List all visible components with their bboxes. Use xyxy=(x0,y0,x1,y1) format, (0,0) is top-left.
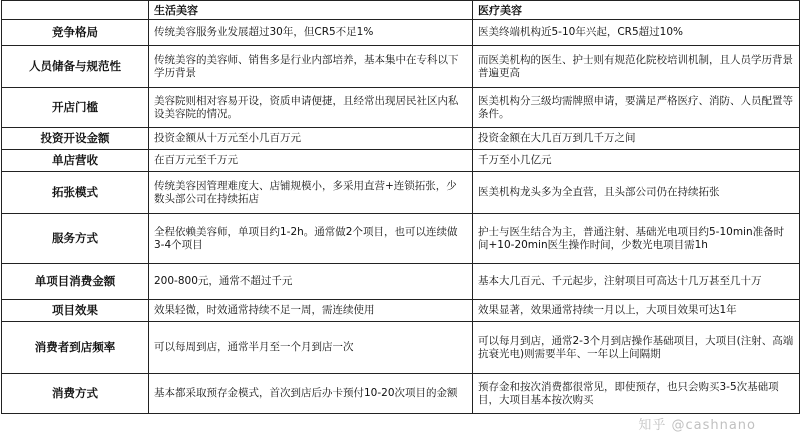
life-cell: 美容院则相对容易开设，资质申请便捷，且经常出现居民社区内私设美容院的情况。 xyxy=(149,88,473,128)
row-label: 服务方式 xyxy=(2,214,149,264)
table-row xyxy=(2,374,800,414)
life-cell: 200-800元，通常不超过千元 xyxy=(149,264,473,300)
table-row xyxy=(2,150,800,172)
life-cell: 可以每周到店，通常半月至一个月到店一次 xyxy=(149,322,473,374)
medical-cell: 投资金额在大几百万到几千万之间 xyxy=(473,128,800,150)
row-label: 项目效果 xyxy=(2,300,149,322)
table-row xyxy=(2,322,800,374)
header-medical-beauty: 医疗美容 xyxy=(473,1,800,20)
watermark: 知乎 @cashnano xyxy=(638,418,756,433)
medical-cell: 医美终端机构近5-10年兴起，CR5超过10% xyxy=(473,20,800,46)
table-row xyxy=(2,128,800,150)
row-label: 单店营收 xyxy=(2,150,149,172)
life-cell: 效果轻微，时效通常持续不足一周，需连续使用 xyxy=(149,300,473,322)
medical-cell: 基本大几百元、千元起步，注射项目可高达十几万甚至几十万 xyxy=(473,264,800,300)
table-row xyxy=(2,300,800,322)
life-cell: 传统美容的美容师、销售多是行业内部培养，基本集中在专科以下学历背景 xyxy=(149,46,473,88)
life-cell: 传统美容因管理难度大、店铺规模小，多采用直营+连锁拓张，少数头部公司在持续拓店 xyxy=(149,172,473,214)
header-empty-cell xyxy=(2,1,149,20)
life-cell: 传统美容服务业发展超过30年，但CR5不足1% xyxy=(149,20,473,46)
medical-cell: 预存金和按次消费都很常见，即使预存，也只会购买3-5次基础项目，大项目基本按次购买 xyxy=(473,374,800,414)
row-label: 单项目消费金额 xyxy=(2,264,149,300)
row-label: 消费方式 xyxy=(2,374,149,414)
row-label: 拓张模式 xyxy=(2,172,149,214)
medical-cell: 医美机构龙头多为全直营，且头部公司仍在持续拓张 xyxy=(473,172,800,214)
medical-cell: 医美机构分三级均需牌照申请，要满足严格医疗、消防、人员配置等条件。 xyxy=(473,88,800,128)
table-row xyxy=(2,46,800,88)
row-label: 投资开设金额 xyxy=(2,128,149,150)
table-row xyxy=(2,88,800,128)
life-cell: 全程依赖美容师，单项目约1-2h。通常做2个项目，也可以连续做3-4个项目 xyxy=(149,214,473,264)
life-cell: 在百万元至千万元 xyxy=(149,150,473,172)
medical-cell: 千万至小几亿元 xyxy=(473,150,800,172)
row-label: 竞争格局 xyxy=(2,20,149,46)
table-row xyxy=(2,214,800,264)
row-label: 消费者到店频率 xyxy=(2,322,149,374)
medical-cell: 护士与医生结合为主，普通注射、基础光电项目约5-10min准备时间+10-20min医生操作时间，少数光电项目需1h xyxy=(473,214,800,264)
header-life-beauty: 生活美容 xyxy=(149,1,473,20)
medical-cell: 而医美机构的医生、护士则有规范化院校培训机制，且人员学历背景普遍更高 xyxy=(473,46,800,88)
life-cell: 基本都采取预存金模式，首次到店后办卡预付10-20次项目的金额 xyxy=(149,374,473,414)
medical-cell: 效果显著，效果通常持续一月以上，大项目效果可达1年 xyxy=(473,300,800,322)
table-row xyxy=(2,20,800,46)
table-row xyxy=(2,264,800,300)
row-label: 开店门槛 xyxy=(2,88,149,128)
comparison-table xyxy=(1,0,800,414)
row-label: 人员储备与规范性 xyxy=(2,46,149,88)
table-header-row xyxy=(2,1,800,20)
table-row xyxy=(2,172,800,214)
medical-cell: 可以每月到店，通常2-3个月到店操作基础项目，大项目(注射、高端抗衰光电)则需要半年、一年以上间隔期 xyxy=(473,322,800,374)
life-cell: 投资金额从十万元至小几百万元 xyxy=(149,128,473,150)
